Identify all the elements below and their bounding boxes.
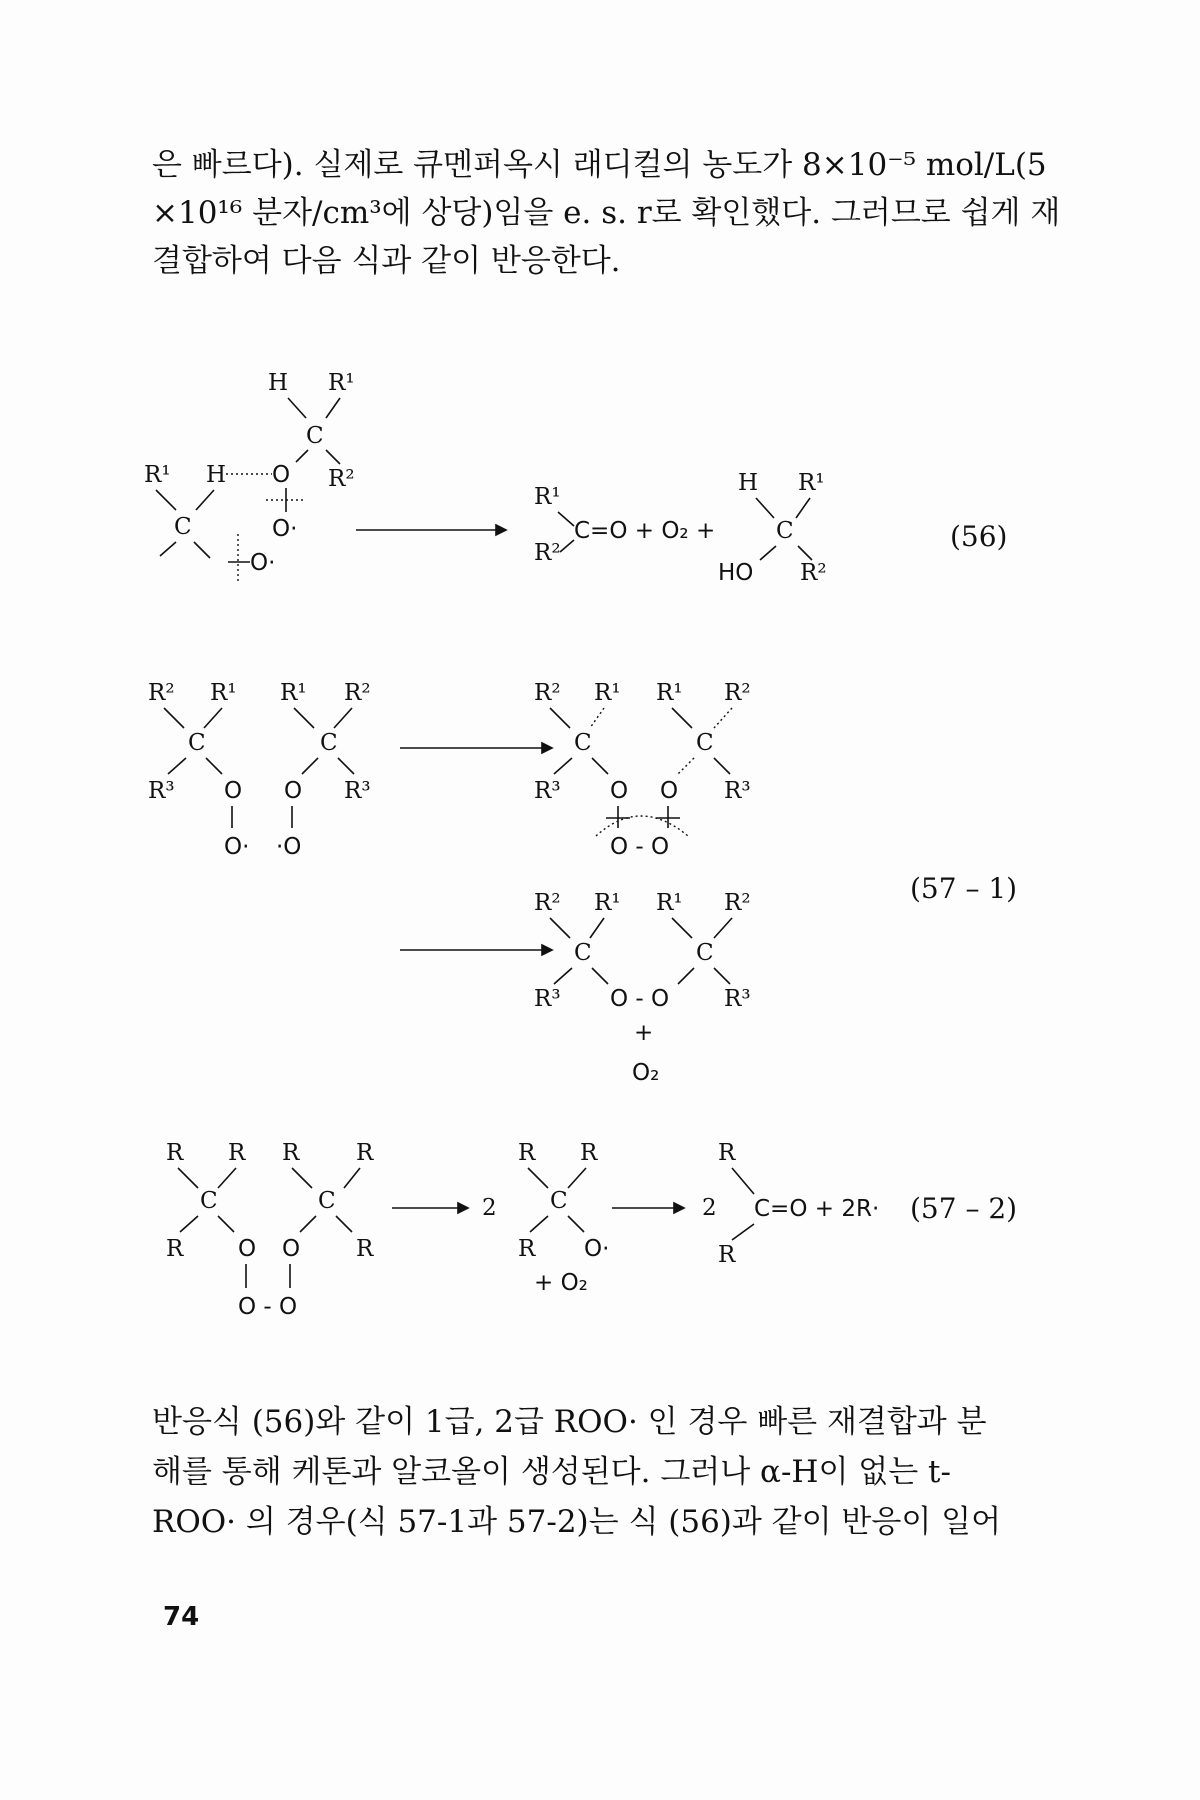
text-line: 결합하여 다음 식과 같이 반응한다. bbox=[152, 243, 621, 279]
atom: R³ bbox=[148, 778, 175, 804]
atom: O bbox=[272, 462, 291, 488]
atom: O bbox=[284, 778, 303, 804]
atom: R² bbox=[328, 466, 355, 492]
text-line: ROO· 의 경우(식 57-1과 57-2)는 식 (56)과 같이 반응이 일어 bbox=[152, 1504, 1002, 1540]
atom: R bbox=[718, 1140, 736, 1166]
atom: R³ bbox=[344, 778, 371, 804]
atom: + O₂ bbox=[534, 1270, 588, 1296]
atom: R¹ bbox=[656, 890, 683, 916]
atom: R¹ bbox=[594, 890, 621, 916]
atom: O· bbox=[224, 834, 250, 860]
atom: R² bbox=[724, 680, 751, 706]
atom: R² bbox=[534, 890, 561, 916]
atom: O· bbox=[272, 516, 298, 542]
atom: O bbox=[610, 778, 629, 804]
atom: R² bbox=[534, 680, 561, 706]
atom: R¹ bbox=[594, 680, 621, 706]
atom: R bbox=[166, 1236, 184, 1262]
atom: R bbox=[518, 1236, 536, 1262]
atom: 2 bbox=[702, 1195, 717, 1221]
atom: R² bbox=[534, 540, 561, 566]
equation-number-56: (56) bbox=[950, 520, 1008, 553]
atom: O· bbox=[250, 550, 276, 576]
equation-number-57-1: (57 – 1) bbox=[910, 872, 1018, 905]
atom: O - O bbox=[238, 1294, 298, 1320]
atom: R bbox=[228, 1140, 246, 1166]
atom: R¹ bbox=[328, 370, 355, 396]
atom: R³ bbox=[534, 986, 561, 1012]
reaction-57-2 bbox=[166, 1140, 879, 1320]
atom: O₂ bbox=[632, 1060, 660, 1086]
atom: R bbox=[518, 1140, 536, 1166]
reaction-56 bbox=[144, 370, 827, 586]
atom: C bbox=[696, 730, 714, 756]
atom: R¹ bbox=[798, 470, 825, 496]
atom: R³ bbox=[724, 986, 751, 1012]
atom: R bbox=[580, 1140, 598, 1166]
atom: R² bbox=[724, 890, 751, 916]
atom: R¹ bbox=[280, 680, 307, 706]
product-ketone: C=O + 2R· bbox=[754, 1196, 880, 1222]
atom: H bbox=[206, 462, 227, 488]
atom: H bbox=[738, 470, 759, 496]
atom: HO bbox=[718, 560, 754, 586]
atom: + bbox=[634, 1020, 654, 1046]
atom: R² bbox=[344, 680, 371, 706]
atom: R² bbox=[800, 560, 827, 586]
atom: O bbox=[224, 778, 243, 804]
atom: R¹ bbox=[534, 484, 561, 510]
atom: C bbox=[320, 730, 338, 756]
product-ketone: C=O + O₂ + bbox=[574, 518, 716, 544]
atom: C bbox=[200, 1188, 218, 1214]
atom: O bbox=[660, 778, 679, 804]
text-line: 해를 통해 케톤과 알코올이 생성된다. 그러나 α-H이 없는 t- bbox=[152, 1454, 951, 1490]
atom: R¹ bbox=[210, 680, 237, 706]
equation-number-57-2: (57 – 2) bbox=[910, 1192, 1018, 1225]
atom: R³ bbox=[534, 778, 561, 804]
atom: 2 bbox=[482, 1195, 497, 1221]
text-line: ×10¹⁶ 분자/cm³에 상당)임을 e. s. r로 확인했다. 그러므로 쉽게 재 bbox=[152, 195, 1061, 231]
atom: C bbox=[574, 730, 592, 756]
atom: R bbox=[356, 1140, 374, 1166]
atom: O - O bbox=[610, 986, 670, 1012]
atom: C bbox=[574, 940, 592, 966]
atom: R¹ bbox=[656, 680, 683, 706]
atom: C bbox=[696, 940, 714, 966]
atom: O· bbox=[584, 1236, 610, 1262]
atom: R bbox=[356, 1236, 374, 1262]
atom: C bbox=[174, 514, 192, 540]
atom: O - O bbox=[610, 834, 670, 860]
atom: R bbox=[718, 1242, 736, 1268]
atom: H bbox=[268, 370, 289, 396]
atom: R³ bbox=[724, 778, 751, 804]
atom: O bbox=[238, 1236, 257, 1262]
atom: C bbox=[776, 518, 794, 544]
reaction-57-1 bbox=[148, 680, 751, 1086]
atom: R bbox=[282, 1140, 300, 1166]
atom: R² bbox=[148, 680, 175, 706]
atom: C bbox=[188, 730, 206, 756]
text-line: 은 빠르다). 실제로 큐멘퍼옥시 래디컬의 농도가 8×10⁻⁵ mol/L(5 bbox=[152, 147, 1047, 183]
text-line: 반응식 (56)와 같이 1급, 2급 ROO· 인 경우 빠른 재결합과 분 bbox=[152, 1404, 987, 1440]
atom: O bbox=[282, 1236, 301, 1262]
atom: R bbox=[166, 1140, 184, 1166]
atom: ·O bbox=[276, 834, 302, 860]
atom: R¹ bbox=[144, 462, 171, 488]
atom: C bbox=[306, 423, 324, 449]
page-number: 74 bbox=[163, 1602, 200, 1632]
atom: C bbox=[550, 1188, 568, 1214]
atom: C bbox=[318, 1188, 336, 1214]
